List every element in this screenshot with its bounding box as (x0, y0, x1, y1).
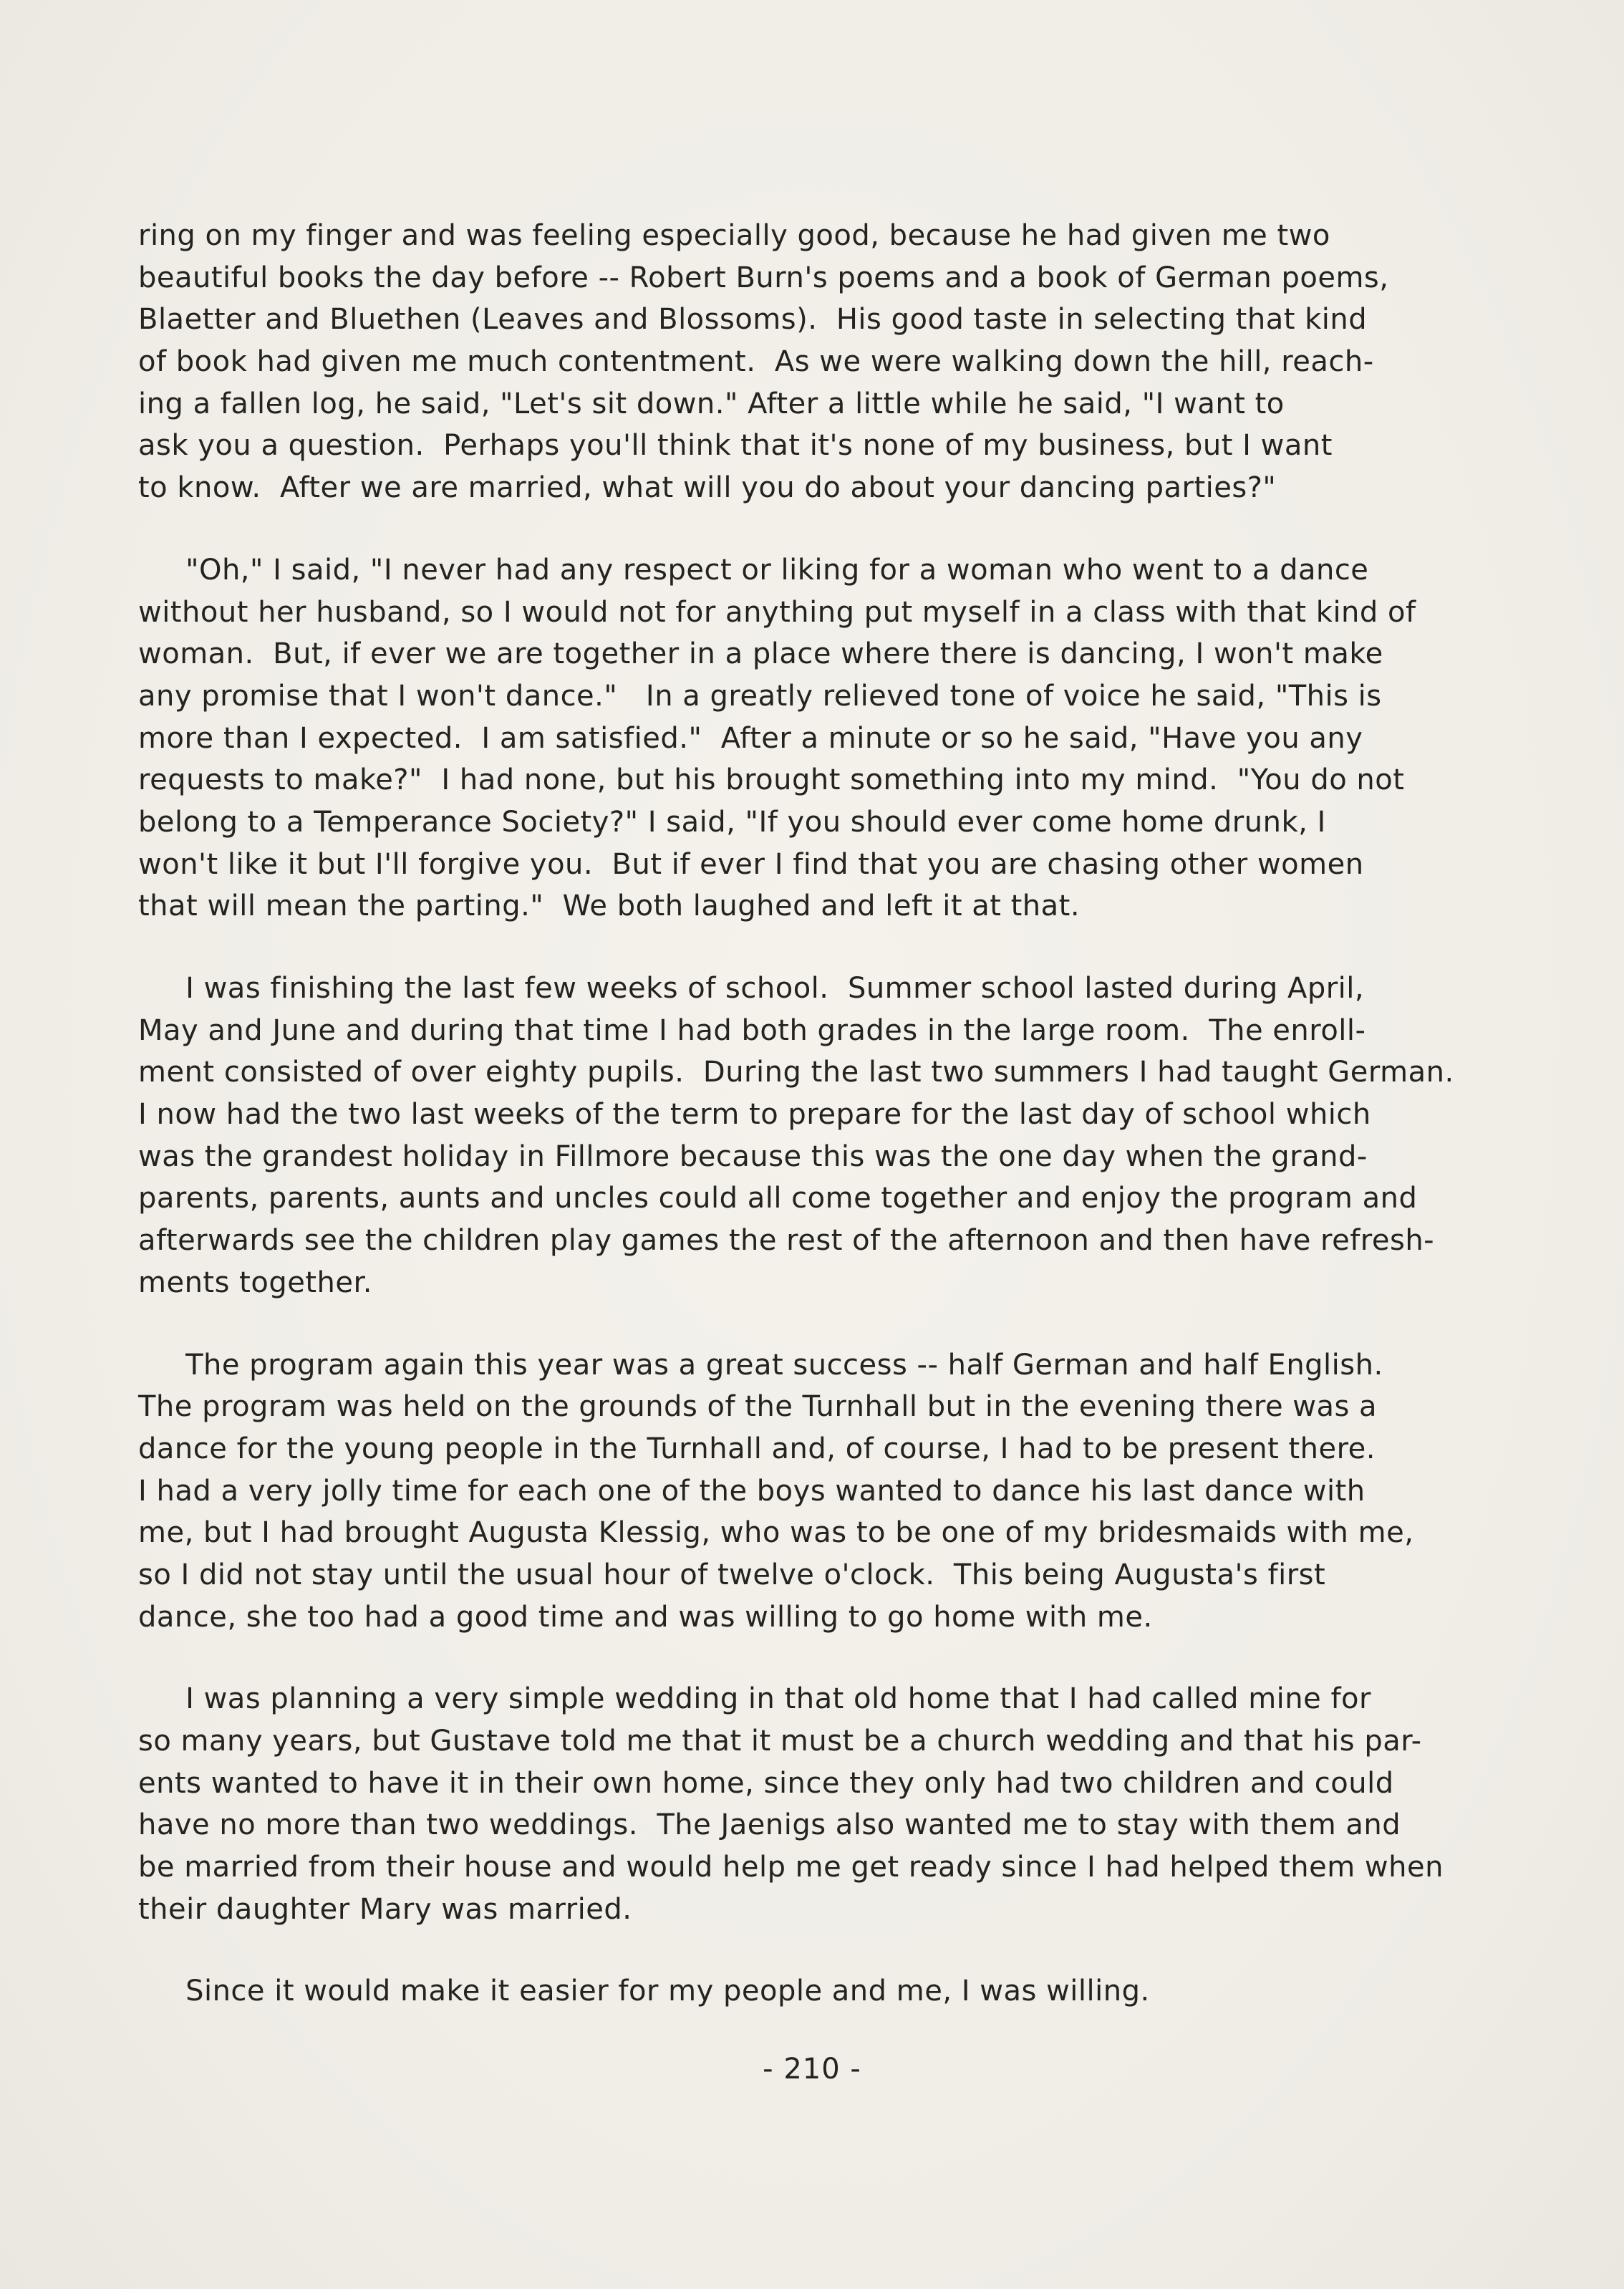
text-line: was the grandest holiday in Fillmore because this was the one day when the grand- (138, 1139, 1368, 1173)
text-line: ment consisted of over eighty pupils. During the last two summers I had taught German. (138, 1056, 1454, 1089)
text-line: ing a fallen log, he said, "Let's sit down." After a little while he said, "I want to (138, 387, 1285, 420)
text-line: ring on my finger and was feeling especially good, because he had given me two (138, 219, 1330, 252)
text-line: beautiful books the day before -- Robert Burn's poems and a book of German poems, (138, 261, 1389, 294)
text-line: ask you a question. Perhaps you'll think that it's none of my business, but I want (138, 429, 1333, 463)
text-line: without her husband, so I would not for anything put myself in a class with that kind of (138, 595, 1416, 629)
text-line: belong to a Temperance Society?" I said, "If you should ever come home drunk, I (138, 805, 1326, 839)
text-line: dance for the young people in the Turnhall and, of course, I had to be present there. (138, 1432, 1376, 1465)
paragraph-5 (138, 1678, 1542, 1930)
text-line: requests to make?" I had none, but his brought something into my mind. "You do not (138, 763, 1405, 797)
text-line: be married from their house and would help me get ready since I had helped them when (138, 1851, 1444, 1884)
text-line: The program again this year was a great success -- half German and half English. (138, 1348, 1383, 1382)
text-line: of book had given me much contentment. As we were walking down the hill, reach- (138, 345, 1374, 379)
text-line: woman. But, if ever we are together in a place where there is dancing, I won't make (138, 637, 1383, 671)
text-line: dance, she too had a good time and was willing to go home with me. (138, 1600, 1153, 1634)
text-line: I now had the two last weeks of the term to prepare for the last day of school which (138, 1098, 1371, 1132)
page-number: - 210 - (763, 2053, 861, 2086)
text-line: Blaetter and Bluethen (Leaves and Blossoms). His good taste in selecting that kind (138, 303, 1368, 337)
text-line: me, but I had brought Augusta Klessig, who was to be one of my bridesmaids with me, (138, 1516, 1414, 1550)
text-line: I had a very jolly time for each one of the boys wanted to dance his last dance with (138, 1474, 1366, 1508)
text-line: to know. After we are married, what will you do about your dancing parties?" (138, 471, 1277, 505)
paragraph-6 (138, 1970, 1542, 2013)
text-line: ments together. (138, 1266, 372, 1299)
paragraph-3 (138, 968, 1542, 1304)
text-line: so many years, but Gustave told me that it must be a church wedding and that his par- (138, 1725, 1422, 1758)
text-line: more than I expected. I am satisfied." After a minute or so he said, "Have you any (138, 721, 1363, 755)
paragraph-2 (138, 549, 1542, 927)
text-line: so I did not stay until the usual hour of twelve o'clock. This being Augusta's first (138, 1558, 1326, 1591)
body-text (138, 215, 1542, 2053)
paragraph-4 (138, 1344, 1542, 1639)
text-line: that will mean the parting." We both laughed and left it at that. (138, 890, 1081, 923)
text-line: I was planning a very simple wedding in that old home that I had called mine for (138, 1682, 1371, 1716)
text-line: won't like it but I'll forgive you. But if ever I find that you are chasing other women (138, 847, 1364, 881)
text-line: I was finishing the last few weeks of school. Summer school lasted during April, (138, 972, 1365, 1005)
text-line: parents, parents, aunts and uncles could all come together and enjoy the program and (138, 1182, 1418, 1215)
text-line: "Oh," I said, "I never had any respect or liking for a woman who went to a dance (138, 553, 1369, 587)
text-line: afterwards see the children play games the rest of the afternoon and then have refresh- (138, 1224, 1435, 1258)
text-line: their daughter Mary was married. (138, 1892, 632, 1926)
text-line: Since it would make it easier for my people and me, I was willing. (138, 1975, 1150, 2008)
text-line: any promise that I won't dance." In a greatly relieved tone of voice he said, "This is (138, 679, 1382, 713)
text-line: May and June and during that time I had both grades in the large room. The enroll- (138, 1013, 1366, 1047)
text-line: The program was held on the grounds of the Turnhall but in the evening there was a (138, 1390, 1378, 1424)
text-line: have no more than two weddings. The Jaenigs also wanted me to stay with them and (138, 1808, 1401, 1842)
text-line: ents wanted to have it in their own home, since they only had two children and could (138, 1766, 1394, 1800)
paragraph-1 (138, 215, 1542, 509)
